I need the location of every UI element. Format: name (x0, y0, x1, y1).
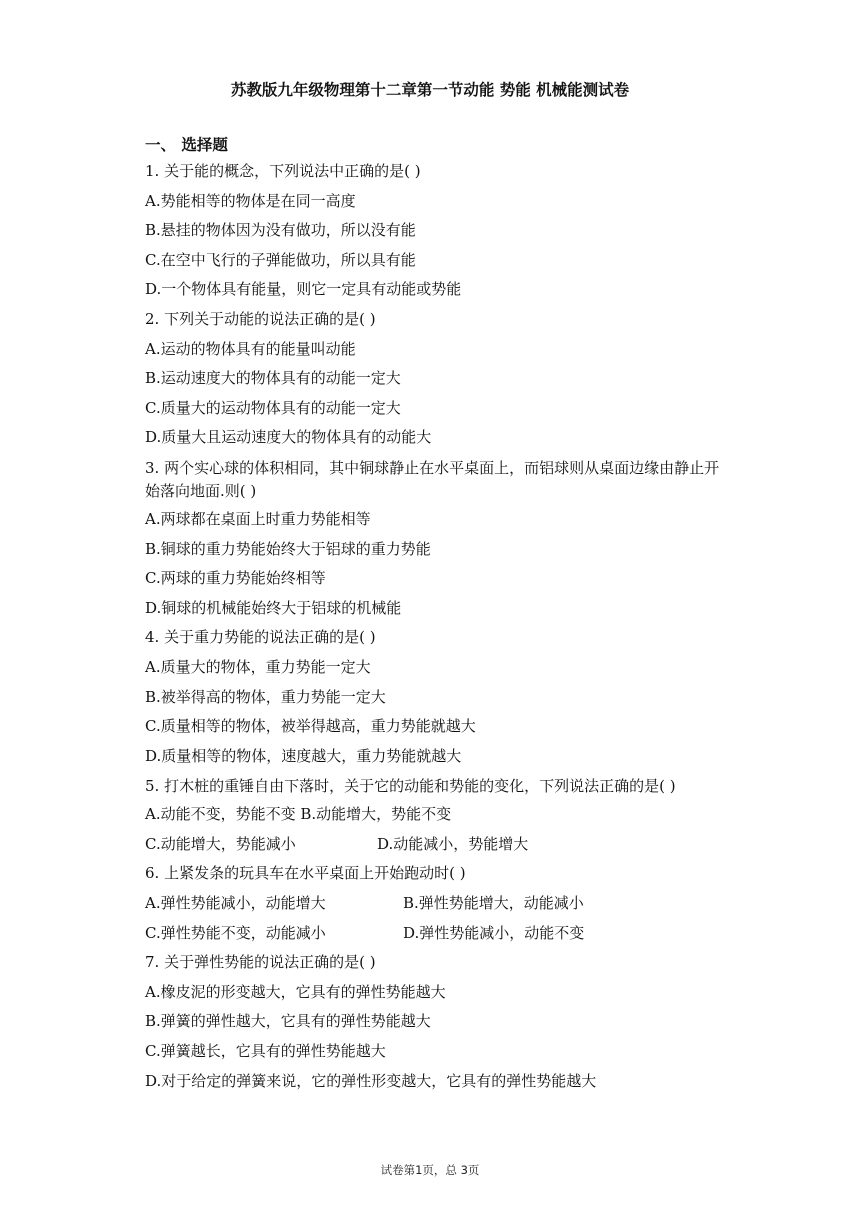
option-c: C.两球的重力势能始终相等 (145, 569, 326, 588)
question-stem: 2. 下列关于动能的说法正确的是( ) (145, 309, 376, 328)
option-d: D.弹性势能减小，动能不变 (403, 923, 585, 942)
option-a-b: A.动能不变，势能不变 B.动能增大，势能不变 (145, 805, 452, 824)
option-c: C.质量大的运动物体具有的动能一定大 (145, 398, 401, 417)
option-a: A.运动的物体具有的能量叫动能 (145, 339, 356, 358)
option-row (145, 830, 725, 860)
question-4 (145, 623, 725, 771)
page-footer: 试卷第1页，总 3页 (380, 1163, 480, 1177)
option-a: A.弹性势能减小，动能增大 (145, 894, 326, 913)
section-heading: 一、 选择题 (145, 136, 228, 154)
option-c: C.在空中飞行的子弹能做功，所以具有能 (145, 250, 416, 269)
option-d: D.动能减小，势能增大 (377, 834, 529, 853)
option-row (145, 889, 725, 919)
question-stem: 5. 打木桩的重锤自由下落时，关于它的动能和势能的变化，下列说法正确的是( ) (145, 777, 676, 796)
question-3 (145, 453, 725, 623)
question-stem: 6. 上紧发条的玩具车在水平桌面上开始跑动时( ) (145, 864, 466, 883)
option-b: B.被举得高的物体，重力势能一定大 (145, 687, 386, 706)
option-d: D.质量大且运动速度大的物体具有的动能大 (145, 428, 432, 447)
option-d: D.对于给定的弹簧来说，它的弹性形变越大，它具有的弹性势能越大 (145, 1071, 597, 1090)
option-a: A.两球都在桌面上时重力势能相等 (145, 509, 371, 528)
option-b: B.运动速度大的物体具有的动能一定大 (145, 369, 401, 388)
option-c: C.弹性势能不变，动能减小 (145, 923, 326, 942)
option-d: D.一个物体具有能量，则它一定具有动能或势能 (145, 280, 462, 299)
option-a: A.质量大的物体，重力势能一定大 (145, 657, 371, 676)
question-list (145, 134, 725, 1096)
question-6 (145, 859, 725, 948)
question-stem: 4. 关于重力势能的说法正确的是( ) (145, 628, 376, 647)
option-a: A.势能相等的物体是在同一高度 (145, 191, 356, 210)
option-b: B.铜球的重力势能始终大于铝球的重力势能 (145, 539, 431, 558)
question-7 (145, 948, 725, 1096)
question-1 (145, 157, 725, 305)
question-stem: 3. 两个实心球的体积相同，其中铜球静止在水平桌面上，而铝球则从桌面边缘由静止开始落向地面.则( ) (145, 458, 720, 500)
option-c: C.动能增大，势能减小 (145, 834, 296, 853)
option-d: D.质量相等的物体，速度越大，重力势能就越大 (145, 746, 462, 765)
page-title: 苏教版九年级物理第十二章第一节动能 势能 机械能测试卷 (230, 81, 630, 99)
option-c: C.弹簧越长，它具有的弹性势能越大 (145, 1042, 386, 1061)
option-b: B.弹性势能增大，动能减小 (403, 894, 584, 913)
question-2 (145, 305, 725, 453)
question-5 (145, 771, 725, 859)
option-c: C.质量相等的物体，被举得越高，重力势能就越大 (145, 717, 476, 736)
option-b: B.弹簧的弹性越大，它具有的弹性势能越大 (145, 1012, 431, 1031)
question-stem: 7. 关于弹性势能的说法正确的是( ) (145, 953, 376, 972)
option-d: D.铜球的机械能始终大于铝球的机械能 (145, 598, 402, 617)
option-row (145, 919, 725, 949)
option-a: A.橡皮泥的形变越大，它具有的弹性势能越大 (145, 982, 446, 1001)
option-b: B.悬挂的物体因为没有做功，所以没有能 (145, 221, 416, 240)
question-stem: 1. 关于能的概念，下列说法中正确的是( ) (145, 162, 421, 180)
